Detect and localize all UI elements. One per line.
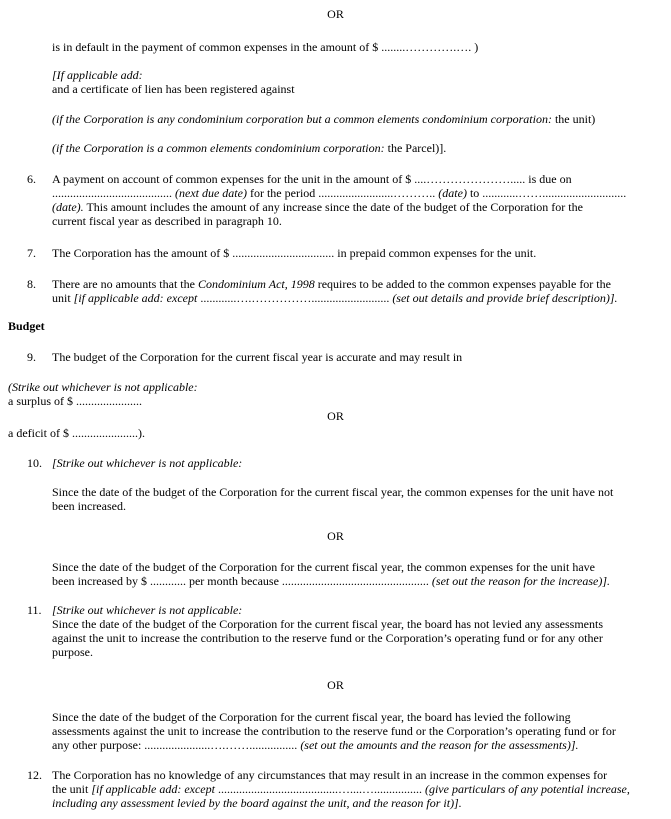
- period-blank: for the period .........................………..: [246, 186, 439, 200]
- or-separator: OR: [327, 409, 344, 423]
- period-date-hint: (date): [438, 186, 467, 200]
- not-levied-line-1: Since the date of the budget of the Corporation for the current fiscal year, the board has not levied any assessments: [52, 617, 604, 631]
- paragraph-11-number: 11.: [27, 603, 42, 617]
- paragraph-12-number: 12.: [27, 768, 42, 782]
- default-amount-line: is in default in the payment of common expenses in the amount of $ ........………….…. ): [52, 40, 479, 54]
- details-hint: (set out details and provide brief description)].: [392, 291, 618, 305]
- unit-condition-line: [52, 112, 595, 127]
- paragraph-8-line-1: [52, 277, 611, 292]
- due-date-hint: (next due date): [172, 186, 247, 200]
- levied-line-1: Since the date of the budget of the Corporation for the current fiscal year, the board has levied the following: [52, 710, 571, 724]
- not-levied-line-2: against the unit to increase the contribution to the reserve fund or the Corporation’s operating fund or for any other: [52, 631, 603, 645]
- paragraph-7-text: The Corporation has the amount of $ .................................. in prepaid common expenses for the unit.: [52, 246, 537, 260]
- amounts-text: There are no amounts that the: [52, 277, 198, 291]
- paragraph-9-number: 9.: [27, 350, 36, 364]
- section-heading-budget: Budget: [8, 319, 45, 333]
- particulars-blank: ........................................…....…................: [214, 782, 425, 796]
- to-date-blank: to ............……............................: [466, 186, 627, 200]
- paragraph-12-line-3: including any assessment levied by the board against the unit, and the reason for it)].: [52, 796, 462, 810]
- or-separator: OR: [327, 678, 344, 692]
- details-blank: ............….……………..........................: [197, 291, 393, 305]
- parcel-condition-line: [52, 141, 446, 156]
- paragraph-6-line-1: A payment on account of common expenses for the unit in the amount of $ ....…………………..... is due on: [52, 172, 572, 186]
- paragraph-6-number: 6.: [27, 172, 36, 186]
- applicable-note: [If applicable add:: [52, 68, 143, 82]
- or-separator: OR: [327, 529, 344, 543]
- deficit-line: a deficit of $ ......................).: [8, 426, 145, 440]
- paragraph-7-number: 7.: [27, 246, 36, 260]
- increase-text: This amount includes the amount of any increase since the date of the budget of the Corporation for the: [83, 200, 583, 214]
- increase-amount-blank: been increased by $ ............ per month because .................................................: [52, 574, 432, 588]
- unit-condition-value: the unit): [551, 112, 596, 126]
- levied-line-3: [52, 738, 579, 753]
- due-date-blank: ........................................: [52, 186, 172, 200]
- not-increased-line-1: Since the date of the budget of the Corporation for the current fiscal year, the common expenses for the unit have not: [52, 485, 614, 499]
- requires-text: requires to be added to the common expenses payable for the: [314, 277, 611, 291]
- act-title: Condominium Act, 1998: [197, 277, 315, 291]
- increased-line-1: Since the date of the budget of the Corporation for the current fiscal year, the common expenses for the unit have: [52, 560, 595, 574]
- increase-reason-hint: (set out the reason for the increase)].: [431, 574, 610, 588]
- paragraph-6-line-3: [52, 200, 583, 215]
- to-date-hint: (date).: [52, 200, 84, 214]
- levied-line-2: assessments against the unit to increase the contribution to the reserve fund or the Corporation’s operating fund or for: [52, 724, 616, 738]
- except-note: [if applicable add: except: [91, 782, 215, 796]
- increased-line-2: [52, 574, 610, 589]
- unit-word: unit: [52, 291, 74, 305]
- parcel-condition-value: the Parcel)].: [384, 141, 447, 155]
- parcel-condition-text: (if the Corporation is a common elements condominium corporation:: [52, 141, 385, 155]
- lien-line: and a certificate of lien has been registered against: [52, 82, 295, 96]
- assessments-blank: any other purpose: ......................….……................: [52, 738, 301, 752]
- unit-condition-text: (if the Corporation is any condominium corporation but a common elements condominium corporation:: [52, 112, 552, 126]
- paragraph-9-text: The budget of the Corporation for the current fiscal year is accurate and may result in: [52, 350, 463, 364]
- paragraph-8-number: 8.: [27, 277, 36, 291]
- paragraph-8-line-2: [52, 291, 618, 306]
- particulars-hint: (give particulars of any potential increase,: [424, 782, 630, 796]
- paragraph-10-number: 10.: [27, 456, 42, 470]
- paragraph-6-line-2: [52, 186, 626, 201]
- strike-out-note: (Strike out whichever is not applicable:: [8, 380, 198, 394]
- strike-out-note: [Strike out whichever is not applicable:: [52, 456, 243, 470]
- except-note: [if applicable add: except: [73, 291, 198, 305]
- paragraph-12-line-2: [52, 782, 630, 797]
- not-levied-line-3: purpose.: [52, 645, 93, 659]
- assessments-hint: (set out the amounts and the reason for the assessments)].: [300, 738, 579, 752]
- paragraph-6-line-4: current fiscal year as described in paragraph 10.: [52, 214, 282, 228]
- not-increased-line-2: been increased.: [52, 499, 126, 513]
- surplus-line: a surplus of $ ......................: [8, 394, 142, 408]
- or-separator: OR: [327, 7, 344, 21]
- unit-word: the unit: [52, 782, 92, 796]
- paragraph-12-line-1: The Corporation has no knowledge of any circumstances that may result in an increase in the common expenses for: [52, 768, 608, 782]
- strike-out-note: [Strike out whichever is not applicable:: [52, 603, 243, 617]
